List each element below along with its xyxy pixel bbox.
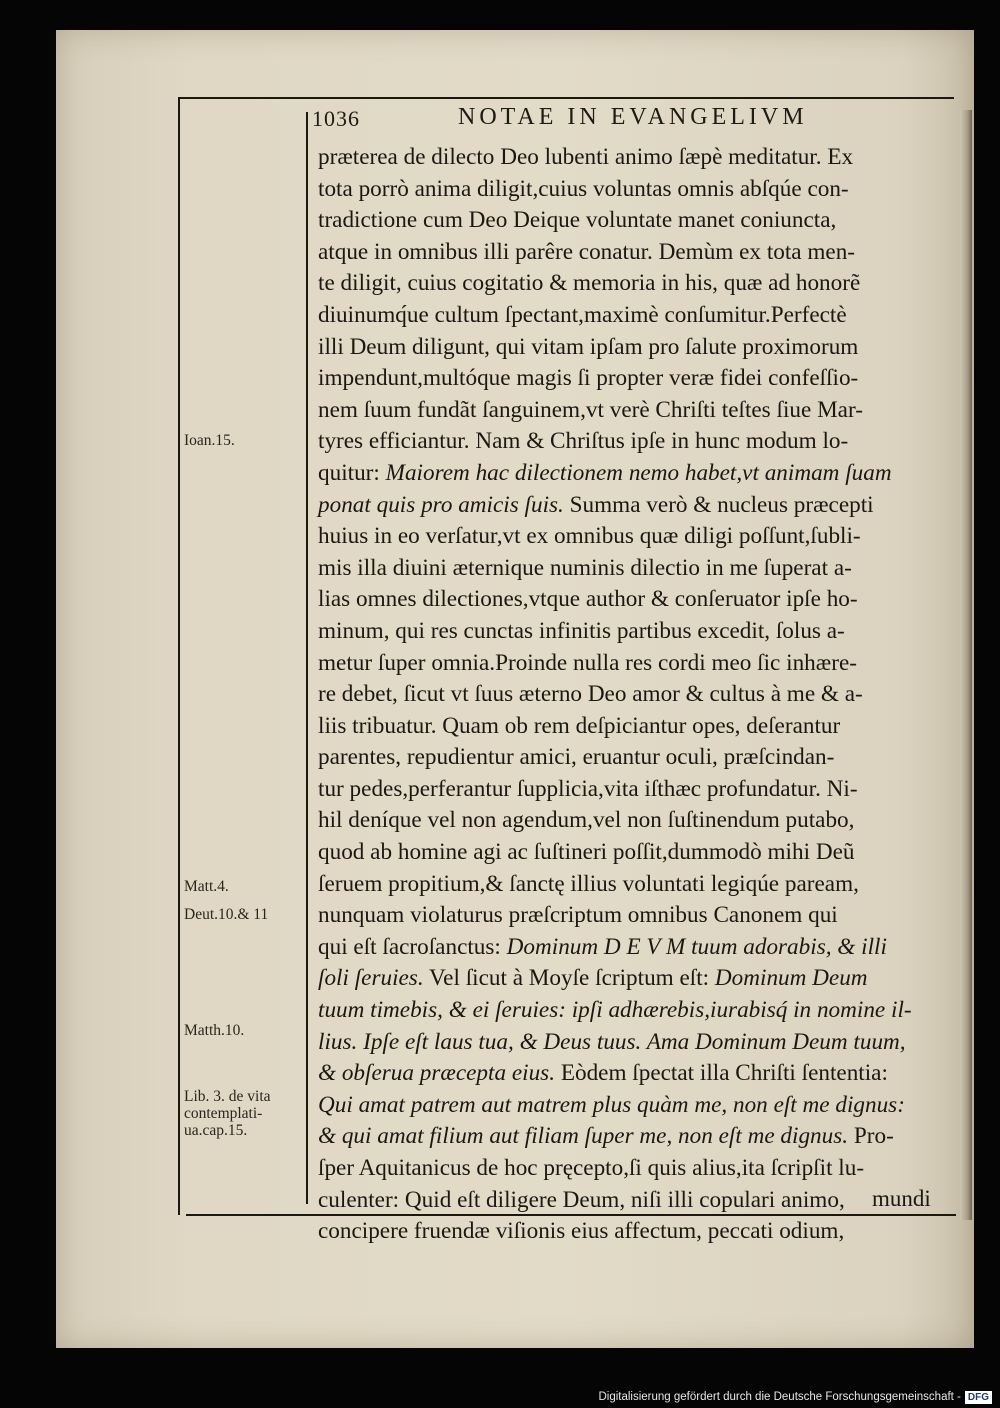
italic-quotation: lius. Ipſe eſt laus tua, & Deus tuus. Ama Dominum Deum tuum,: [318, 1028, 906, 1055]
italic-quotation: & qui amat filium aut filiam ſuper me, non eſt me dignus.: [318, 1123, 849, 1150]
text-line: [318, 395, 954, 427]
italic-quotation: ponat quis pro amicis ſuis.: [318, 491, 564, 518]
text-line: [318, 205, 954, 237]
text-line: [318, 932, 954, 964]
text-run: huius in eo verſatur,vt ex omnibus quæ diligi poſſunt,ſubli-: [318, 523, 861, 550]
text-line: [318, 174, 954, 206]
text-run: Vel ſicut à Moyſe ſcriptum eſt:: [423, 965, 715, 992]
italic-quotation: & obſerua præcepta eius.: [318, 1060, 556, 1087]
text-run: parentes, repudientur amici, eruantur oculi, præſcindan-: [318, 744, 835, 771]
text-run: concipere fruendæ viſionis eius affectum, peccati odium,: [318, 1218, 845, 1245]
text-run: Pro-: [848, 1123, 894, 1150]
text-run: mis illa diuini æternique numinis dilectio in me ſuperat a-: [318, 554, 852, 581]
margin-note-line: ua.cap.15.: [184, 1122, 248, 1139]
text-run: ſper Aquitanicus de hoc pręcepto,ſi quis alius,ita ſcripſit lu-: [318, 1155, 865, 1181]
dfg-logo: DFG: [965, 1391, 992, 1404]
text-run: impendunt,multóque magis ſi propter veræ fidei confeſſio-: [318, 365, 859, 392]
text-line: [318, 742, 954, 774]
italic-quotation: Qui amat patrem aut matrem plus quàm me, non eſt me dignus:: [318, 1091, 905, 1118]
text-line: [318, 963, 954, 995]
text-line: [318, 1121, 954, 1153]
text-run: tota porrò anima diligit,cuius voluntas omnis abſqúe con-: [318, 175, 849, 202]
page-number: 1036: [312, 106, 360, 131]
digitization-footer: [598, 1388, 992, 1406]
text-run: nem ſuum fundãt ſanguinem,vt verè Chriſti teſtes ſiue Mar-: [318, 396, 863, 423]
text-line: [318, 1185, 954, 1217]
italic-quotation: tuum timebis, & ei ſeruies: ipſi adhærebis,iurabisq́ in nomine il-: [318, 997, 912, 1024]
margin-note-line: Deut.10.& 11: [184, 906, 269, 923]
italic-quotation: Dominum D E V M tuum adorabis, & illi: [506, 933, 887, 960]
running-title: NOTAE IN EVANGELIVM: [458, 104, 808, 130]
text-line: [318, 332, 954, 364]
text-run: qui eſt ſacroſanctus:: [318, 933, 507, 960]
text-line: [318, 995, 954, 1027]
text-line: [318, 837, 954, 869]
text-run: metur ſuper omnia.Proinde nulla res cordi meo ſic inhære-: [318, 649, 857, 676]
text-run: nunquam violaturus præſcriptum omnibus Canonem qui: [318, 902, 838, 929]
text-line: [318, 268, 954, 300]
text-line: [318, 490, 954, 522]
catchword: mundi: [872, 1186, 931, 1211]
text-line: [318, 1058, 954, 1090]
text-run: quod ab homine agi ac ſuſtineri poſſit,dummodò mihi Deũ: [318, 839, 855, 866]
text-line: [318, 426, 954, 458]
text-run: Summa verò & nucleus præcepti: [563, 491, 874, 518]
margin-note: [184, 1088, 271, 1139]
column-rule-divider: [306, 112, 308, 1204]
margin-note: [184, 432, 235, 449]
text-run: diuinumq́ue cultum ſpectant,maximè conſumitur.Perfectè: [318, 301, 847, 328]
text-line: [318, 1153, 954, 1185]
text-run: tyres efficiantur. Nam & Chriſtus ipſe in hunc modum lo-: [318, 428, 849, 455]
text-line: [318, 584, 954, 616]
margin-note: [184, 906, 268, 923]
text-line: [318, 711, 954, 743]
margin-note-line: Lib. 3. de vita: [184, 1088, 271, 1105]
text-line: [318, 363, 954, 395]
text-run: minum, qui res cunctas infinitis partibus excedit, ſolus a-: [318, 617, 845, 644]
text-run: atque in omnibus illi parêre conatur. Demùm ex tota men-: [318, 238, 856, 265]
italic-quotation: ſoli ſeruies.: [318, 965, 424, 992]
margin-note-line: Matth.10.: [184, 1022, 245, 1039]
text-line: [318, 616, 954, 648]
text-run: illi Deum diligunt, qui vitam ipſam pro ſalute proximorum: [318, 333, 859, 360]
column-rule-left: [178, 97, 180, 1215]
margin-note-line: contemplati-: [184, 1105, 263, 1122]
text-line: [318, 142, 954, 174]
margin-note-line: Ioan.15.: [184, 432, 235, 449]
text-line: [318, 679, 954, 711]
text-run: re debet, ſicut vt ſuus æterno Deo amor & cultus à me & a-: [318, 681, 863, 708]
text-run: præterea de dilecto Deo lubenti animo ſæpè meditatur. Ex: [318, 144, 854, 170]
text-line: [318, 458, 954, 490]
text-line: [318, 553, 954, 585]
text-run: tur pedes,perferantur ſupplicia,vita iſthæc profundatur. Ni-: [318, 775, 858, 802]
text-run: lias omnes dilectiones,vtque author & conſeruator ipſe ho-: [318, 586, 858, 613]
text-line: [318, 1027, 954, 1059]
text-line: [318, 300, 954, 332]
page-edge: [960, 110, 972, 1220]
running-header: [312, 104, 952, 134]
text-run: culenter: Quid eſt diligere Deum, niſi illi copulari animo,: [318, 1186, 845, 1213]
text-run: ſeruem propitium,& ſanctę illius voluntati legiqúe paream,: [318, 870, 859, 897]
text-run: tradictione cum Deo Deique voluntate manet coniuncta,: [318, 207, 837, 234]
footer-text: Digitalisierung gefördert durch die Deutsche Forschungsgemeinschaft -: [598, 1391, 961, 1403]
margin-note: [184, 878, 229, 895]
italic-quotation: Dominum Deum: [714, 965, 868, 992]
text-run: Eòdem ſpectat illa Chriſti ſententia:: [555, 1060, 888, 1087]
body-text: [318, 142, 954, 1248]
top-rule: [178, 97, 954, 99]
text-line: [318, 237, 954, 269]
text-line: [318, 869, 954, 901]
text-line: [318, 900, 954, 932]
text-line: [318, 1090, 954, 1122]
text-line: [318, 521, 954, 553]
text-line: [318, 648, 954, 680]
italic-quotation: Maiorem hac dilectionem nemo habet,vt animam ſuam: [385, 459, 892, 486]
text-run: liis tribuatur. Quam ob rem deſpiciantur opes, deſerantur: [318, 712, 841, 739]
text-run: hil deníque vel non agendum,vel non ſuſtinendum putabo,: [318, 807, 855, 834]
margin-note: [184, 1022, 244, 1039]
text-line: [318, 805, 954, 837]
text-line: [318, 774, 954, 806]
text-run: quitur:: [318, 459, 386, 486]
text-line: [318, 1216, 954, 1248]
text-run: te diligit, cuius cogitatio & memoria in his, quæ ad honorẽ: [318, 270, 861, 297]
margin-note-line: Matt.4.: [184, 878, 229, 895]
